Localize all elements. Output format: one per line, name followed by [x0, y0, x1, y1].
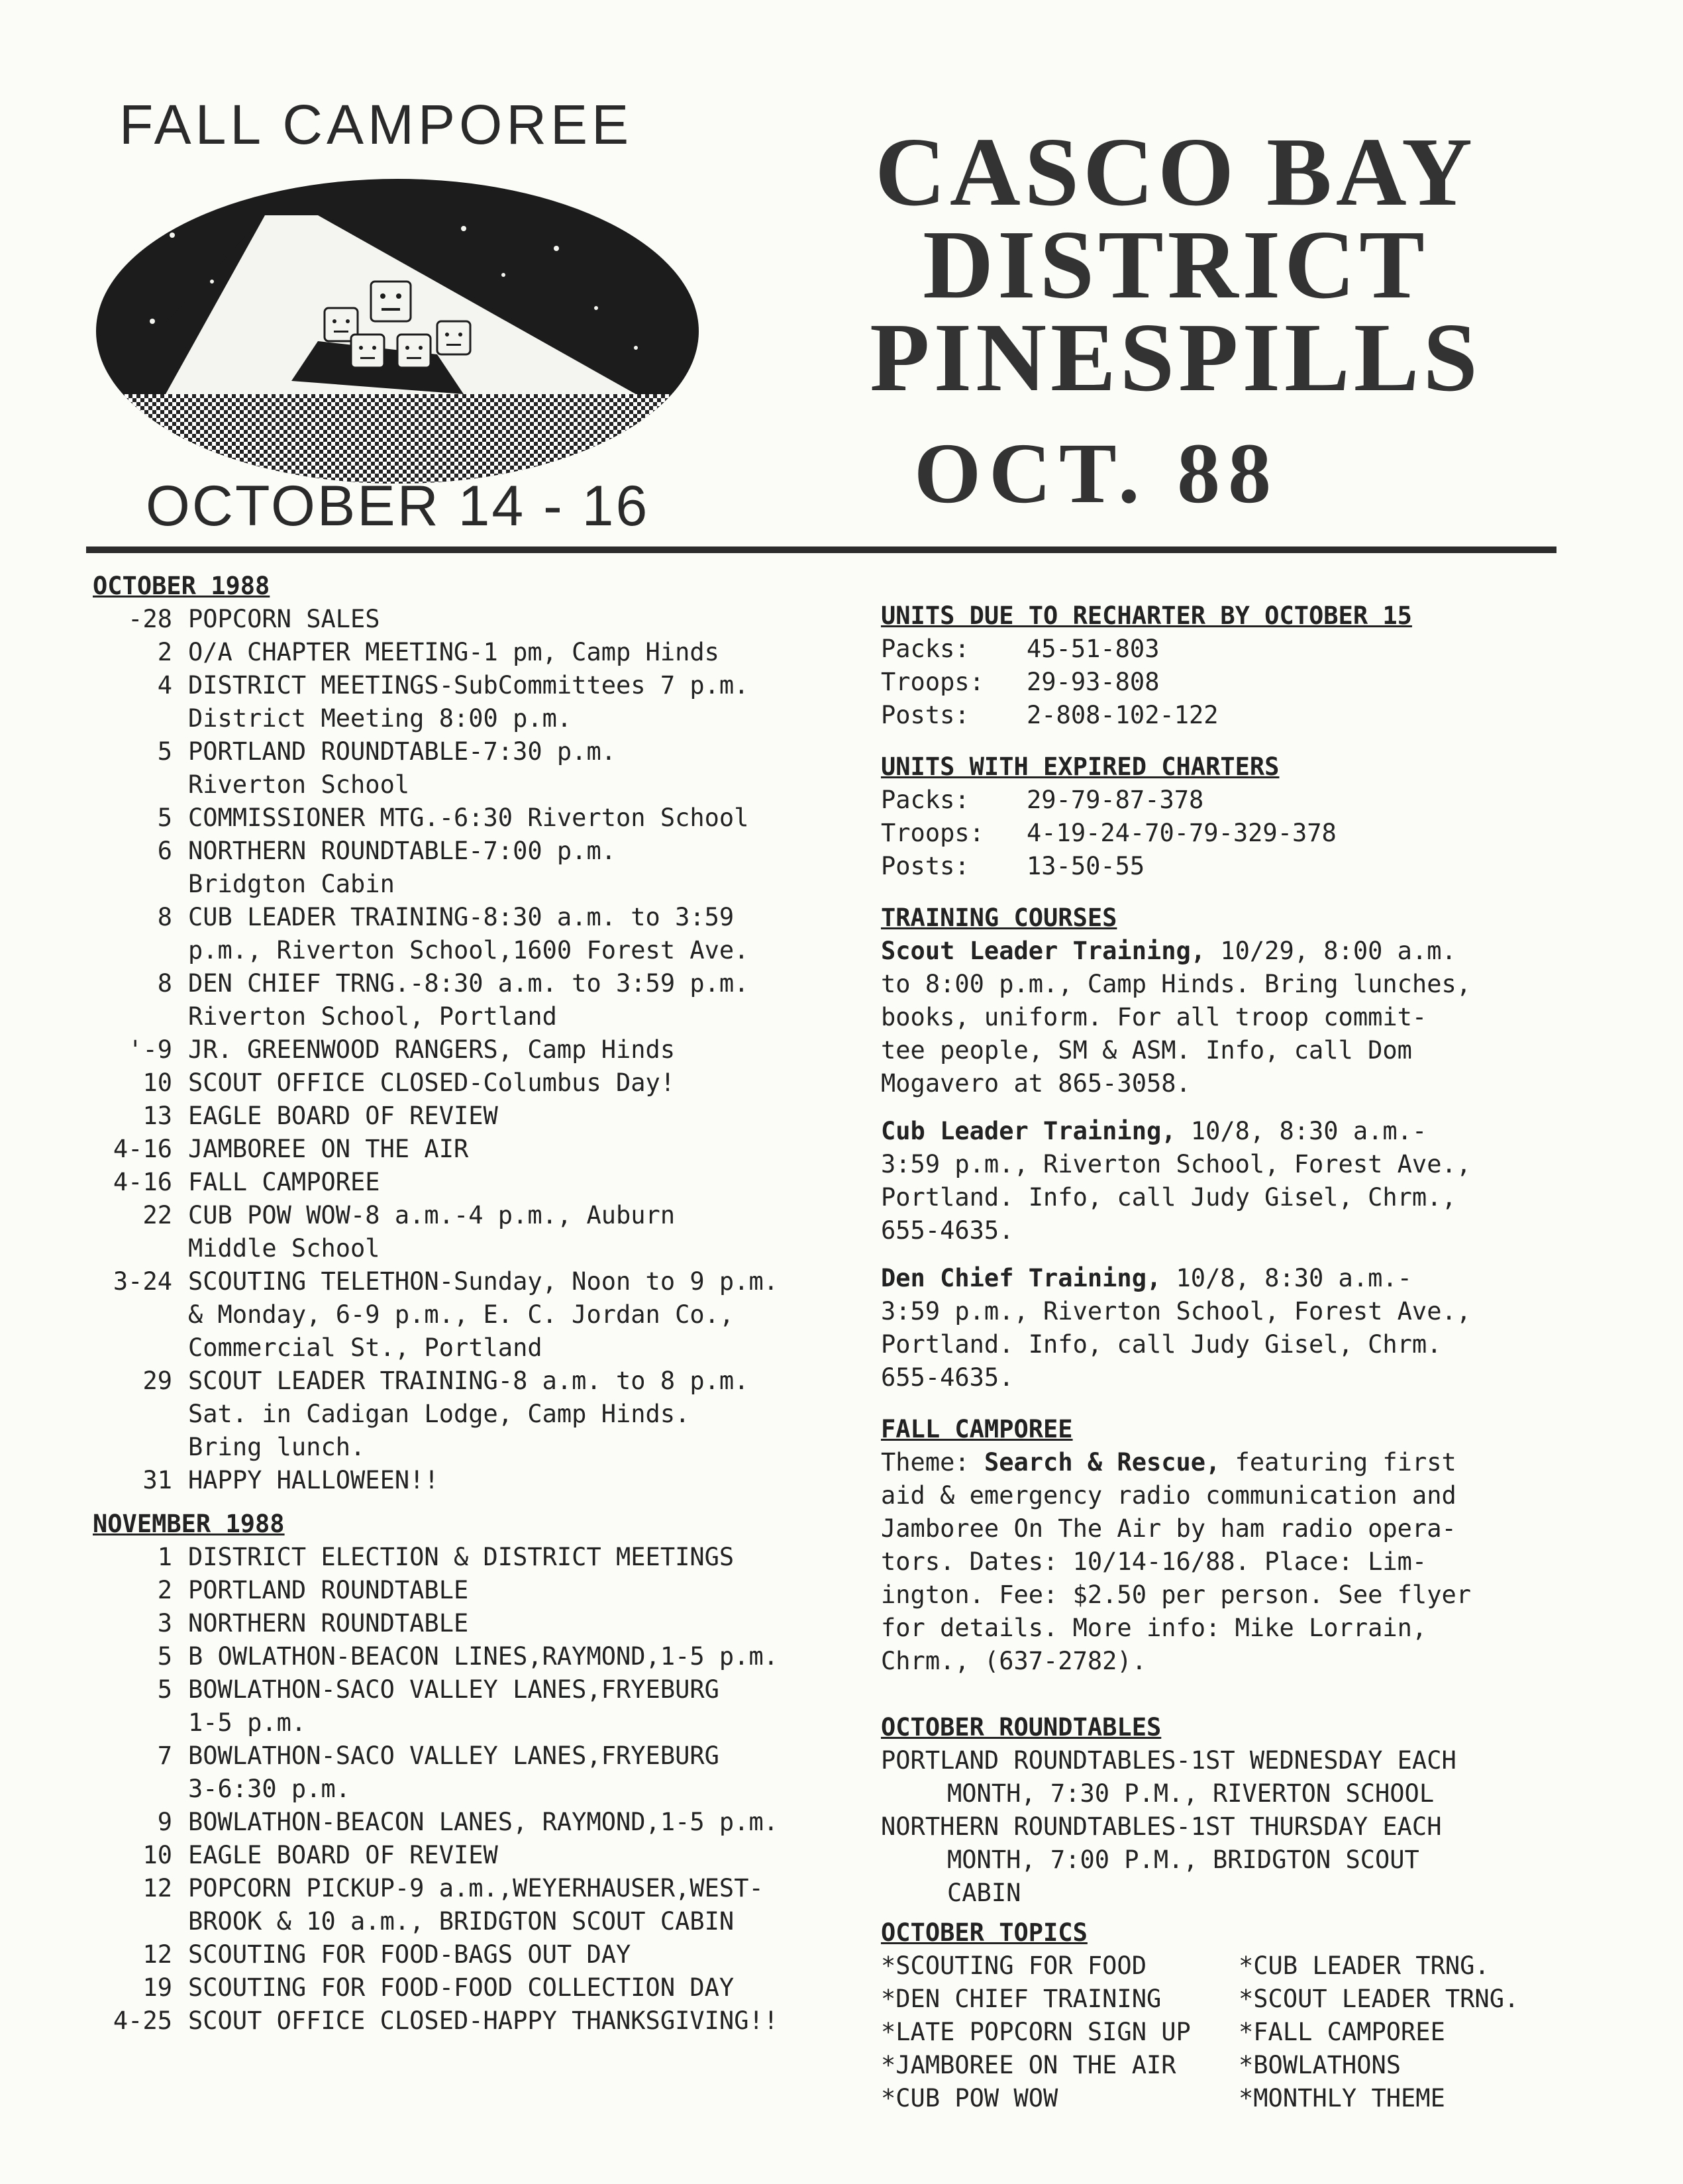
unit-numbers: 2-808-102-122 — [1027, 701, 1219, 729]
event-date: 3-24 — [113, 1267, 172, 1296]
training-heading: TRAINING COURSES — [881, 904, 1117, 932]
event-text — [188, 1839, 841, 1872]
event-date: 4-16 — [113, 1135, 172, 1163]
event-text — [188, 1066, 841, 1100]
event-line: COMMISSIONER MTG.-6:30 Riverton School — [188, 804, 749, 832]
unit-numbers: 29-93-808 — [1027, 668, 1160, 696]
event-date: 13 — [142, 1102, 172, 1130]
event-line: POPCORN PICKUP-9 a.m.,WEYERHAUSER,WEST- — [188, 1874, 764, 1902]
event-line: JAMBOREE ON THE AIR — [188, 1135, 469, 1163]
event-row — [93, 603, 841, 636]
event-date: -28 — [128, 605, 172, 633]
event-date: 22 — [142, 1201, 172, 1229]
unit-row — [881, 666, 1563, 699]
event-line: Sat. in Cadigan Lodge, Camp Hinds. — [188, 1400, 690, 1428]
event-line: 3-6:30 p.m. — [188, 1775, 351, 1803]
event-line: CUB POW WOW-8 a.m.-4 p.m., Auburn — [188, 1201, 676, 1229]
event-row — [93, 1066, 841, 1100]
roundtable-line: MONTH, 7:00 P.M., BRIDGTON SCOUT — [947, 1846, 1419, 1874]
event-line: JR. GREENWOOD RANGERS, Camp Hinds — [188, 1035, 676, 1064]
event-row — [93, 1640, 841, 1673]
expired-list — [881, 784, 1563, 883]
event-line: BROOK & 10 a.m., BRIDGTON SCOUT CABIN — [188, 1907, 735, 1936]
camporee-title: FALL CAMPOREE — [119, 93, 633, 156]
event-text — [188, 636, 841, 669]
training-courses — [881, 935, 1563, 1394]
camporee-line: ington. Fee: $2.50 per person. See flyer — [881, 1581, 1472, 1609]
recharter-heading: UNITS DUE TO RECHARTER BY OCTOBER 15 — [881, 601, 1412, 630]
issue-date: OCT. 88 — [914, 426, 1280, 521]
masthead-line: DISTRICT — [923, 211, 1429, 319]
unit-numbers: 29-79-87-378 — [1027, 786, 1204, 814]
event-date: 6 — [157, 837, 172, 865]
course-line: 3:59 p.m., Riverton School, Forest Ave., — [881, 1297, 1472, 1326]
course-entry — [881, 935, 1563, 1100]
camporee-line: Chrm., (637-2782). — [881, 1647, 1147, 1675]
event-line: Middle School — [188, 1234, 380, 1263]
recharter-list — [881, 633, 1563, 732]
event-row — [93, 1673, 841, 1740]
event-text — [188, 835, 841, 901]
event-row — [93, 1033, 841, 1066]
event-line: BOWLATHON-BEACON LANES, RAYMOND,1-5 p.m. — [188, 1808, 779, 1836]
event-line: O/A CHAPTER MEETING-1 pm, Camp Hinds — [188, 638, 719, 666]
masthead-line: PINESPILLS — [870, 303, 1482, 412]
course-line: 655-4635. — [881, 1363, 1014, 1392]
event-date: 12 — [142, 1940, 172, 1969]
unit-row — [881, 817, 1563, 850]
unit-type: Packs: — [881, 786, 970, 814]
event-line: SCOUT OFFICE CLOSED-Columbus Day! — [188, 1068, 676, 1097]
event-line: DEN CHIEF TRNG.-8:30 a.m. to 3:59 p.m. — [188, 969, 749, 998]
unit-row — [881, 850, 1563, 883]
event-date: 4 — [157, 671, 172, 700]
camporee-line: tors. Dates: 10/14-16/88. Place: Lim- — [881, 1547, 1427, 1576]
header-rule — [86, 546, 1556, 553]
event-line: SCOUTING TELETHON-Sunday, Noon to 9 p.m. — [188, 1267, 779, 1296]
theme-name: Search & Rescue, — [984, 1448, 1221, 1477]
theme-label: Theme: — [881, 1448, 984, 1477]
event-date: 12 — [142, 1874, 172, 1902]
event-row — [93, 1574, 841, 1607]
course-name: Scout Leader Training, — [881, 937, 1206, 965]
info-column — [881, 599, 1563, 2115]
event-line: EAGLE BOARD OF REVIEW — [188, 1102, 498, 1130]
unit-numbers: 45-51-803 — [1027, 635, 1160, 663]
event-text — [188, 1100, 841, 1133]
event-line: Bridgton Cabin — [188, 870, 395, 898]
event-line: SCOUTING FOR FOOD-BAGS OUT DAY — [188, 1940, 631, 1969]
event-date: 5 — [157, 804, 172, 832]
course-detail: 10/8, 8:30 a.m.- — [1161, 1264, 1412, 1292]
october-heading: OCTOBER 1988 — [93, 572, 270, 600]
event-row — [93, 802, 841, 835]
unit-type: Posts: — [881, 701, 970, 729]
course-line: Portland. Info, call Judy Gisel, Chrm. — [881, 1330, 1442, 1359]
event-text — [188, 1365, 841, 1464]
course-detail: 10/8, 8:30 a.m.- — [1176, 1117, 1427, 1145]
event-text — [188, 1464, 841, 1497]
event-row — [93, 1607, 841, 1640]
event-text — [188, 2004, 841, 2038]
event-row — [93, 1133, 841, 1166]
event-line: 1-5 p.m. — [188, 1708, 307, 1737]
event-row — [93, 1365, 841, 1464]
october-events — [93, 603, 841, 1497]
event-row — [93, 1740, 841, 1806]
topics-list — [881, 1950, 1563, 2115]
camporee-line: Jamboree On The Air by ham radio opera- — [881, 1514, 1456, 1543]
event-text — [188, 901, 841, 967]
course-line: tee people, SM & ASM. Info, call Dom — [881, 1036, 1412, 1065]
event-text — [188, 669, 841, 735]
camporee-line: aid & emergency radio communication and — [881, 1481, 1456, 1510]
event-row — [93, 835, 841, 901]
event-date: 3 — [157, 1609, 172, 1638]
topic-item: *MONTHLY THEME — [1239, 2084, 1445, 2112]
camporee-logo — [93, 176, 702, 487]
event-date: 4-25 — [113, 2006, 172, 2035]
event-text — [188, 802, 841, 835]
event-row — [93, 967, 841, 1033]
event-date: 2 — [157, 1576, 172, 1604]
event-date: 5 — [157, 1642, 172, 1671]
event-line: CUB LEADER TRAINING-8:30 a.m. to 3:59 — [188, 903, 735, 931]
event-row — [93, 1100, 841, 1133]
camporee-line: featuring first — [1220, 1448, 1456, 1477]
event-row — [93, 1806, 841, 1839]
roundtable-line: CABIN — [947, 1879, 1021, 1907]
camporee-line: for details. More info: Mike Lorrain, — [881, 1614, 1427, 1642]
event-line: BOWLATHON-SACO VALLEY LANES,FRYEBURG — [188, 1742, 719, 1770]
roundtable-line: PORTLAND ROUNDTABLES-1ST WEDNESDAY EACH — [881, 1746, 1456, 1775]
event-line: Commercial St., Portland — [188, 1333, 542, 1362]
event-line: p.m., Riverton School,1600 Forest Ave. — [188, 936, 749, 964]
course-name: Cub Leader Training, — [881, 1117, 1176, 1145]
topic-item: *DEN CHIEF TRAINING — [881, 1985, 1162, 2013]
event-date: 5 — [157, 737, 172, 766]
topic-item: *CUB POW WOW — [881, 2084, 1058, 2112]
event-date: 19 — [142, 1973, 172, 2002]
course-entry — [881, 1262, 1563, 1394]
event-line: Riverton School, Portland — [188, 1002, 557, 1031]
topics-heading: OCTOBER TOPICS — [881, 1918, 1088, 1947]
event-line: & Monday, 6-9 p.m., E. C. Jordan Co., — [188, 1300, 735, 1329]
event-text — [188, 1541, 841, 1574]
unit-numbers: 13-50-55 — [1027, 852, 1145, 880]
course-line: Mogavero at 865-3058. — [881, 1069, 1191, 1098]
event-row — [93, 1872, 841, 1938]
event-text — [188, 1806, 841, 1839]
course-line: to 8:00 p.m., Camp Hinds. Bring lunches, — [881, 970, 1472, 998]
unit-numbers: 4-19-24-70-79-329-378 — [1027, 819, 1337, 847]
event-line: NORTHERN ROUNDTABLE-7:00 p.m. — [188, 837, 617, 865]
event-text — [188, 1199, 841, 1265]
event-row — [93, 1938, 841, 1971]
camporee-heading: FALL CAMPOREE — [881, 1415, 1073, 1443]
event-text — [188, 603, 841, 636]
topic-item: *CUB LEADER TRNG. — [1239, 1951, 1490, 1980]
event-date: 8 — [157, 903, 172, 931]
course-entry — [881, 1115, 1563, 1247]
unit-row — [881, 699, 1563, 732]
event-line: NORTHERN ROUNDTABLE — [188, 1609, 469, 1638]
unit-row — [881, 633, 1563, 666]
course-line — [881, 1115, 1563, 1148]
event-text — [188, 1265, 841, 1365]
course-line: 655-4635. — [881, 1216, 1014, 1245]
roundtables-list — [881, 1744, 1563, 1910]
event-row — [93, 1464, 841, 1497]
camporee-dates: OCTOBER 14 - 16 — [146, 474, 650, 538]
event-line: HAPPY HALLOWEEN!! — [188, 1466, 439, 1494]
event-date: 7 — [157, 1742, 172, 1770]
event-line: District Meeting 8:00 p.m. — [188, 704, 572, 733]
expired-heading: UNITS WITH EXPIRED CHARTERS — [881, 753, 1280, 781]
event-line: DISTRICT MEETINGS-SubCommittees 7 p.m. — [188, 671, 749, 700]
event-line: POPCORN SALES — [188, 605, 380, 633]
event-date: '-9 — [128, 1035, 172, 1064]
event-line: SCOUT LEADER TRAINING-8 a.m. to 8 p.m. — [188, 1367, 749, 1395]
topic-item: *FALL CAMPOREE — [1239, 2018, 1445, 2046]
course-line — [881, 935, 1563, 968]
course-detail: 10/29, 8:00 a.m. — [1205, 937, 1456, 965]
roundtable-line: NORTHERN ROUNDTABLES-1ST THURSDAY EACH — [881, 1812, 1442, 1841]
event-date: 8 — [157, 969, 172, 998]
calendar-column — [93, 570, 841, 2038]
event-date: 2 — [157, 638, 172, 666]
event-date: 1 — [157, 1543, 172, 1571]
event-date: 10 — [142, 1068, 172, 1097]
event-text — [188, 1971, 841, 2004]
course-line: Portland. Info, call Judy Gisel, Chrm., — [881, 1183, 1456, 1212]
event-line: Riverton School — [188, 770, 410, 799]
event-row — [93, 735, 841, 802]
topic-item: *BOWLATHONS — [1239, 2051, 1402, 2079]
event-text — [188, 1640, 841, 1673]
event-text — [188, 1673, 841, 1740]
event-row — [93, 1541, 841, 1574]
november-heading: NOVEMBER 1988 — [93, 1510, 285, 1538]
course-name: Den Chief Training, — [881, 1264, 1162, 1292]
event-line: BOWLATHON-SACO VALLEY LANES,FRYEBURG — [188, 1675, 719, 1704]
topic-item: *SCOUT LEADER TRNG. — [1239, 1985, 1519, 2013]
event-row — [93, 1839, 841, 1872]
event-line: PORTLAND ROUNDTABLE — [188, 1576, 469, 1604]
event-line: SCOUT OFFICE CLOSED-HAPPY THANKSGIVING!! — [188, 2006, 779, 2035]
unit-type: Posts: — [881, 852, 970, 880]
unit-row — [881, 784, 1563, 817]
masthead-line: CASCO BAY — [875, 118, 1476, 227]
event-line: DISTRICT ELECTION & DISTRICT MEETINGS — [188, 1543, 735, 1571]
event-text — [188, 1938, 841, 1971]
event-text — [188, 967, 841, 1033]
event-date: 5 — [157, 1675, 172, 1704]
camporee-text — [881, 1448, 1563, 1678]
event-date: 29 — [142, 1367, 172, 1395]
course-line: books, uniform. For all troop commit- — [881, 1003, 1427, 1031]
event-row — [93, 669, 841, 735]
topic-item: *SCOUTING FOR FOOD — [881, 1951, 1147, 1980]
event-text — [188, 1574, 841, 1607]
roundtable-line: MONTH, 7:30 P.M., RIVERTON SCHOOL — [947, 1779, 1435, 1808]
event-text — [188, 1133, 841, 1166]
event-text — [188, 1872, 841, 1938]
event-row — [93, 901, 841, 967]
unit-type: Packs: — [881, 635, 970, 663]
event-text — [188, 1607, 841, 1640]
event-line: B OWLATHON-BEACON LINES,RAYMOND,1-5 p.m. — [188, 1642, 779, 1671]
event-text — [188, 1033, 841, 1066]
event-date: 10 — [142, 1841, 172, 1869]
course-line: 3:59 p.m., Riverton School, Forest Ave., — [881, 1150, 1472, 1178]
event-date: 9 — [157, 1808, 172, 1836]
event-line: PORTLAND ROUNDTABLE-7:30 p.m. — [188, 737, 617, 766]
unit-type: Troops: — [881, 668, 984, 696]
event-date: 4-16 — [113, 1168, 172, 1196]
event-line: SCOUTING FOR FOOD-FOOD COLLECTION DAY — [188, 1973, 735, 2002]
course-line — [881, 1262, 1563, 1295]
event-line: Bring lunch. — [188, 1433, 366, 1461]
topic-item: *JAMBOREE ON THE AIR — [881, 2051, 1176, 2079]
topic-item: *LATE POPCORN SIGN UP — [881, 2018, 1191, 2046]
camporee-paragraph — [881, 1446, 1563, 1678]
event-line: FALL CAMPOREE — [188, 1168, 380, 1196]
event-row — [93, 1971, 841, 2004]
event-date: 31 — [142, 1466, 172, 1494]
event-text — [188, 735, 841, 802]
unit-type: Troops: — [881, 819, 984, 847]
event-row — [93, 1265, 841, 1365]
event-row — [93, 1166, 841, 1199]
event-row — [93, 636, 841, 669]
masthead — [795, 118, 1556, 412]
event-text — [188, 1166, 841, 1199]
event-row — [93, 2004, 841, 2038]
roundtables-heading: OCTOBER ROUNDTABLES — [881, 1713, 1162, 1742]
event-line: EAGLE BOARD OF REVIEW — [188, 1841, 498, 1869]
event-row — [93, 1199, 841, 1265]
event-text — [188, 1740, 841, 1806]
november-events — [93, 1541, 841, 2038]
